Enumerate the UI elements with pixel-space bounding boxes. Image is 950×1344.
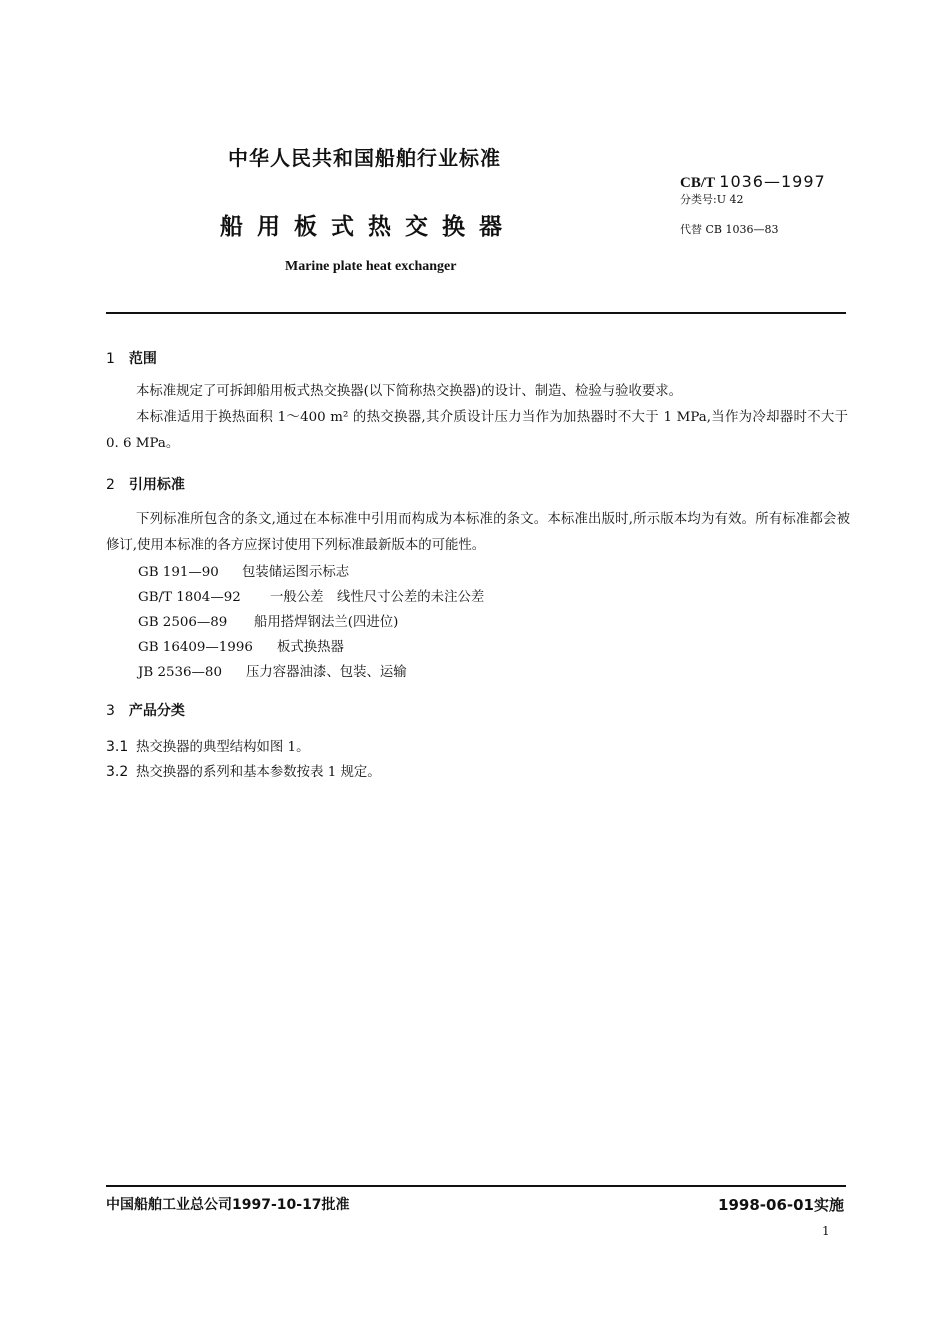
effective-date: 1998-06-01实施 bbox=[718, 1196, 844, 1214]
reference-title: 压力容器油漆、包装、运输 bbox=[246, 665, 407, 680]
reference-item bbox=[138, 561, 349, 580]
section-1-paragraph-2: 本标准适用于换热面积 1～400 m² 的热交换器,其介质设计压力当作为加热器时不大于 1 MPa,当作为冷却器时不大于 0. 6 MPa。 bbox=[106, 410, 848, 451]
clause-text: 热交换器的典型结构如图 1。 bbox=[136, 740, 310, 755]
reference-title: 包装储运图示标志 bbox=[242, 565, 350, 580]
replaces-standard: 代替 CB 1036—83 bbox=[680, 223, 779, 236]
section-title: 引用标准 bbox=[128, 477, 185, 493]
standard-prefix: CB/T bbox=[680, 175, 716, 191]
section-1-paragraph-1: 本标准规定了可拆卸船用板式热交换器(以下简称热交换器)的设计、制造、检验与验收要求。 bbox=[136, 384, 683, 399]
section-2-heading bbox=[106, 474, 185, 494]
section-number: 3 bbox=[106, 703, 115, 719]
reference-title: 一般公差 线性尺寸公差的未注公差 bbox=[270, 590, 485, 605]
section-number: 1 bbox=[106, 351, 115, 367]
section-number: 2 bbox=[106, 477, 115, 493]
document-title-en: Marine plate heat exchanger bbox=[285, 259, 457, 274]
reference-code: GB 16409—1996 bbox=[138, 640, 253, 655]
clause-text: 热交换器的系列和基本参数按表 1 规定。 bbox=[136, 765, 381, 780]
standard-code bbox=[680, 172, 826, 192]
reference-title: 船用搭焊钢法兰(四进位) bbox=[254, 615, 399, 630]
document-title-cn: 船用板式热交换器 bbox=[220, 214, 516, 240]
reference-code: JB 2536—80 bbox=[138, 665, 222, 680]
reference-code: GB/T 1804—92 bbox=[138, 590, 241, 605]
reference-item bbox=[138, 611, 398, 630]
footer-divider bbox=[106, 1185, 846, 1187]
standard-number: 1036—1997 bbox=[719, 172, 826, 191]
approval-line: 中国船舶工业总公司1997-10-17批准 bbox=[106, 1197, 350, 1213]
reference-item bbox=[138, 661, 407, 680]
reference-code: GB 2506—89 bbox=[138, 615, 228, 630]
clause-number: 3.2 bbox=[106, 764, 129, 780]
section-3-heading bbox=[106, 700, 185, 720]
section-1-heading bbox=[106, 348, 157, 368]
reference-code: GB 191—90 bbox=[138, 565, 219, 580]
clause-3-2 bbox=[106, 759, 381, 786]
national-standard-title: 中华人民共和国船舶行业标准 bbox=[228, 146, 501, 170]
header-divider bbox=[106, 312, 846, 314]
reference-item bbox=[138, 586, 484, 605]
reference-title: 板式换热器 bbox=[277, 640, 344, 655]
page-number: 1 bbox=[822, 1224, 830, 1238]
clause-3-1 bbox=[106, 734, 309, 761]
section-2-paragraph: 下列标准所包含的条文,通过在本标准中引用而构成为本标准的条文。本标准出版时,所示版本均为有效。所有标准都会被修订,使用本标准的各方应探讨使用下列标准最新版本的可能性。 bbox=[106, 512, 850, 553]
clause-number: 3.1 bbox=[106, 739, 129, 755]
reference-item bbox=[138, 636, 344, 655]
classification-code: 分类号:U 42 bbox=[680, 193, 744, 206]
section-title: 产品分类 bbox=[128, 703, 185, 719]
section-title: 范围 bbox=[128, 351, 157, 367]
